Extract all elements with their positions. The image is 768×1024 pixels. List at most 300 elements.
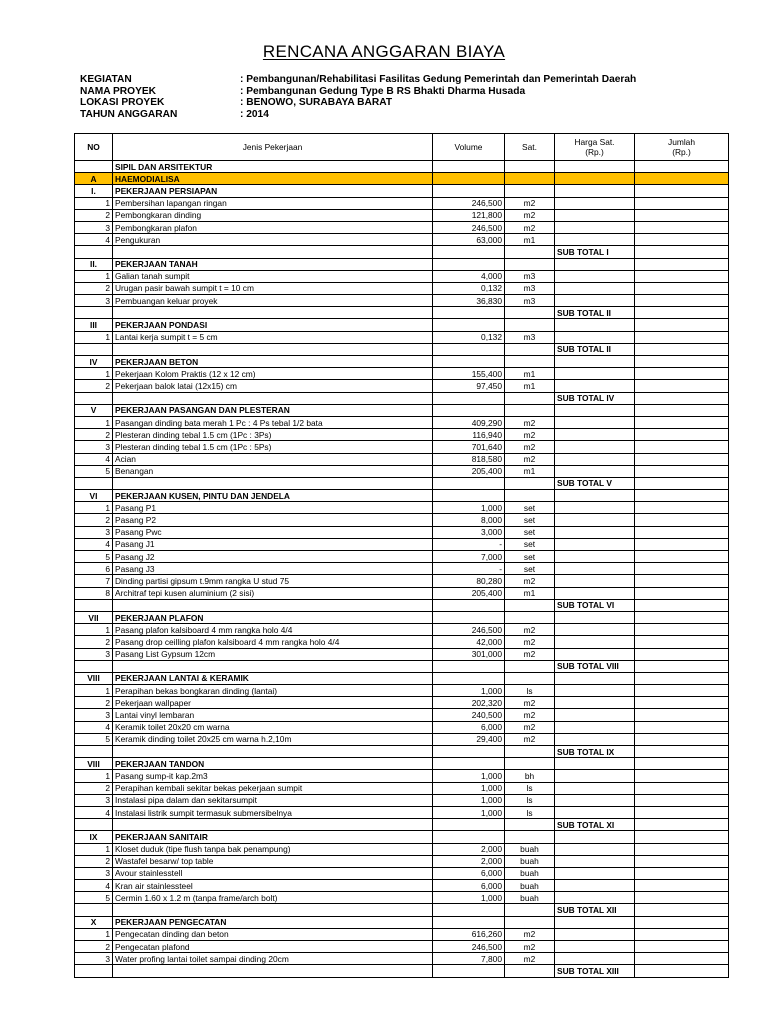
cell-jumlah <box>635 246 729 258</box>
cell-no: 4 <box>75 721 113 733</box>
cell-jumlah <box>635 892 729 904</box>
table-row <box>75 843 729 855</box>
subtotal-row <box>75 477 729 489</box>
cell-sat: m2 <box>505 441 555 453</box>
table-row <box>75 441 729 453</box>
cell-harga <box>555 733 635 745</box>
table-row <box>75 575 729 587</box>
subtotal-label: SUB TOTAL IX <box>555 746 635 758</box>
cell-jumlah <box>635 819 729 831</box>
info-value: : 2014 <box>240 108 269 120</box>
cell-harga <box>555 782 635 794</box>
cell-jumlah <box>635 258 729 270</box>
cell-harga <box>555 709 635 721</box>
cell-no: 3 <box>75 648 113 660</box>
cell-sat <box>505 185 555 197</box>
cell-volume: 2,000 <box>433 843 505 855</box>
cell-sat: m2 <box>505 733 555 745</box>
project-info <box>80 74 636 120</box>
cell-no: 1 <box>75 368 113 380</box>
cell-no: 2 <box>75 209 113 221</box>
cell-harga <box>555 331 635 343</box>
cell-jenis: PEKERJAAN PLAFON <box>113 611 433 623</box>
subtotal-label: SUB TOTAL XII <box>555 904 635 916</box>
cell-harga <box>555 770 635 782</box>
cell-harga <box>555 380 635 392</box>
cell-harga <box>555 197 635 209</box>
cell-harga <box>555 416 635 428</box>
cell-jenis: Lantai kerja sumpit t = 5 cm <box>113 331 433 343</box>
page-title: RENCANA ANGGARAN BIAYA <box>262 42 506 61</box>
budget-table <box>74 133 729 978</box>
cell-sat <box>505 343 555 355</box>
cell-volume <box>433 916 505 928</box>
info-label: KEGIATAN <box>80 74 132 85</box>
cell-jumlah <box>635 746 729 758</box>
cell-volume <box>433 185 505 197</box>
cell-no <box>75 307 113 319</box>
cell-harga <box>555 758 635 770</box>
cell-harga <box>555 234 635 246</box>
cell-jumlah <box>635 404 729 416</box>
section-row <box>75 611 729 623</box>
cell-jenis: Perapihan bekas bongkaran dinding (lantai) <box>113 685 433 697</box>
cell-volume <box>433 672 505 684</box>
cell-jumlah <box>635 941 729 953</box>
section-row <box>75 672 729 684</box>
cell-no: 5 <box>75 892 113 904</box>
cell-no: 6 <box>75 563 113 575</box>
cell-jumlah <box>635 563 729 575</box>
cell-volume: 205,400 <box>433 465 505 477</box>
cell-jumlah <box>635 831 729 843</box>
cell-sat: m2 <box>505 429 555 441</box>
table-row <box>75 587 729 599</box>
table-row <box>75 221 729 233</box>
cell-harga <box>555 916 635 928</box>
cell-volume <box>433 490 505 502</box>
cell-volume <box>433 758 505 770</box>
cell-no: 2 <box>75 855 113 867</box>
cell-harga <box>555 356 635 368</box>
cell-jenis: Pembongkaran plafon <box>113 221 433 233</box>
cell-no <box>75 599 113 611</box>
cell-harga <box>555 258 635 270</box>
cell-jenis: Cermin 1.60 x 1.2 m (tanpa frame/arch bolt) <box>113 892 433 904</box>
cell-jenis: Pasang J2 <box>113 551 433 563</box>
cell-sat: m3 <box>505 295 555 307</box>
cell-volume <box>433 356 505 368</box>
cell-harga <box>555 672 635 684</box>
cell-no <box>75 477 113 489</box>
cell-harga <box>555 404 635 416</box>
info-label: LOKASI PROYEK <box>80 97 165 109</box>
cell-volume: 818,580 <box>433 453 505 465</box>
cell-no: 3 <box>75 867 113 879</box>
cell-jenis: Plesteran dinding tebal 1.5 cm (1Pc : 3Ps) <box>113 429 433 441</box>
cell-jenis: Pasang Pwc <box>113 526 433 538</box>
cell-jenis: Acian <box>113 453 433 465</box>
table-row <box>75 209 729 221</box>
cell-volume: 0,132 <box>433 331 505 343</box>
cell-no <box>75 965 113 977</box>
cell-jenis: Galian tanah sumpit <box>113 270 433 282</box>
cell-jumlah <box>635 331 729 343</box>
cell-no <box>75 246 113 258</box>
cell-jenis: Kran air stainlessteel <box>113 880 433 892</box>
cell-jumlah <box>635 770 729 782</box>
cell-sat <box>505 173 555 185</box>
cell-jenis: Wastafel besarw/ top table <box>113 855 433 867</box>
cell-harga <box>555 575 635 587</box>
cell-jumlah <box>635 368 729 380</box>
cell-jenis: Pasang P1 <box>113 502 433 514</box>
cell-sat: m2 <box>505 624 555 636</box>
cell-jenis <box>113 746 433 758</box>
subtotal-row <box>75 660 729 672</box>
cell-sat: set <box>505 551 555 563</box>
cell-volume: 409,290 <box>433 416 505 428</box>
cell-no: 1 <box>75 270 113 282</box>
cell-jumlah <box>635 599 729 611</box>
subtotal-label: SUB TOTAL XIII <box>555 965 635 977</box>
cell-volume <box>433 660 505 672</box>
cell-sat: m1 <box>505 368 555 380</box>
cell-volume: 246,500 <box>433 197 505 209</box>
table-row <box>75 563 729 575</box>
cell-jumlah <box>635 477 729 489</box>
cell-no: 3 <box>75 221 113 233</box>
table-row <box>75 416 729 428</box>
cell-volume: 6,000 <box>433 867 505 879</box>
cell-jenis: Pengecatan dinding dan beton <box>113 928 433 940</box>
cell-sat <box>505 660 555 672</box>
subtotal-label: SUB TOTAL II <box>555 343 635 355</box>
header-jumlah <box>635 134 729 161</box>
cell-volume: 8,000 <box>433 514 505 526</box>
cell-jenis <box>113 904 433 916</box>
cell-no: 1 <box>75 416 113 428</box>
cell-sat: m2 <box>505 928 555 940</box>
cell-jenis: Pekerjaan Kolom Praktis (12 x 12 cm) <box>113 368 433 380</box>
table-row <box>75 234 729 246</box>
cell-volume: 1,000 <box>433 685 505 697</box>
subtotal-row <box>75 965 729 977</box>
subtotal-row <box>75 392 729 404</box>
cell-volume: 6,000 <box>433 880 505 892</box>
cell-sat <box>505 246 555 258</box>
table-row <box>75 368 729 380</box>
cell-harga <box>555 270 635 282</box>
cell-harga <box>555 465 635 477</box>
cell-no: II. <box>75 258 113 270</box>
cell-jenis <box>113 343 433 355</box>
table-row <box>75 867 729 879</box>
table-row <box>75 806 729 818</box>
cell-sat: m2 <box>505 453 555 465</box>
cell-no: 2 <box>75 782 113 794</box>
cell-jenis <box>113 599 433 611</box>
cell-harga <box>555 880 635 892</box>
cell-jenis: PEKERJAAN PONDASI <box>113 319 433 331</box>
cell-jumlah <box>635 526 729 538</box>
cell-sat <box>505 758 555 770</box>
subtotal-label: SUB TOTAL IV <box>555 392 635 404</box>
section-row <box>75 258 729 270</box>
cell-jenis: Pembuangan keluar proyek <box>113 295 433 307</box>
cell-harga <box>555 843 635 855</box>
cell-volume <box>433 343 505 355</box>
cell-sat <box>505 831 555 843</box>
cell-jenis: Pembongkaran dinding <box>113 209 433 221</box>
header-jumlah-line2: (Rp.) <box>672 147 691 157</box>
cell-no: IX <box>75 831 113 843</box>
cell-harga <box>555 624 635 636</box>
section-row <box>75 916 729 928</box>
cell-volume <box>433 611 505 623</box>
cell-jumlah <box>635 843 729 855</box>
table-row <box>75 648 729 660</box>
cell-harga <box>555 441 635 453</box>
cell-jumlah <box>635 587 729 599</box>
header-jumlah-line1: Jumlah <box>668 137 695 147</box>
cell-no: 2 <box>75 429 113 441</box>
cell-jumlah <box>635 209 729 221</box>
cell-no: VIII <box>75 672 113 684</box>
cell-sat <box>505 599 555 611</box>
cell-no: 1 <box>75 770 113 782</box>
cell-jumlah <box>635 721 729 733</box>
cell-no: 4 <box>75 234 113 246</box>
cell-sat: m2 <box>505 636 555 648</box>
cell-jenis: PEKERJAAN PENGECATAN <box>113 916 433 928</box>
cell-harga <box>555 941 635 953</box>
cell-no: 3 <box>75 526 113 538</box>
cell-volume: 1,000 <box>433 782 505 794</box>
cell-sat: m3 <box>505 331 555 343</box>
cell-jenis: Keramik toilet 20x20 cm warna <box>113 721 433 733</box>
table-row <box>75 880 729 892</box>
cell-volume: 240,500 <box>433 709 505 721</box>
cell-volume <box>433 319 505 331</box>
info-label: NAMA PROYEK <box>80 85 157 97</box>
cell-sat: m2 <box>505 941 555 953</box>
cell-volume: 0,132 <box>433 282 505 294</box>
cell-jumlah <box>635 465 729 477</box>
cell-jenis: Pasang P2 <box>113 514 433 526</box>
cell-no: 3 <box>75 953 113 965</box>
cell-volume <box>433 173 505 185</box>
cell-jumlah <box>635 904 729 916</box>
cell-volume: 701,640 <box>433 441 505 453</box>
cell-harga <box>555 563 635 575</box>
info-label: TAHUN ANGGARAN <box>80 108 178 120</box>
cell-harga <box>555 697 635 709</box>
cell-volume: 36,830 <box>433 295 505 307</box>
cell-volume <box>433 477 505 489</box>
cell-volume <box>433 904 505 916</box>
cell-harga <box>555 611 635 623</box>
subtotal-label: SUB TOTAL XI <box>555 819 635 831</box>
cell-volume: 7,800 <box>433 953 505 965</box>
cell-harga <box>555 514 635 526</box>
cell-no: 1 <box>75 502 113 514</box>
cell-sat <box>505 356 555 368</box>
cell-jenis: Plesteran dinding tebal 1.5 cm (1Pc : 5Ps) <box>113 441 433 453</box>
cell-volume: 202,320 <box>433 697 505 709</box>
cell-volume <box>433 307 505 319</box>
cell-sat <box>505 904 555 916</box>
cell-jenis <box>113 246 433 258</box>
cell-volume: 246,500 <box>433 221 505 233</box>
cell-sat: buah <box>505 843 555 855</box>
table-row <box>75 514 729 526</box>
cell-no: 2 <box>75 636 113 648</box>
table-row <box>75 551 729 563</box>
cell-jumlah <box>635 234 729 246</box>
cell-volume: 97,450 <box>433 380 505 392</box>
cell-volume <box>433 392 505 404</box>
cell-sat <box>505 611 555 623</box>
cell-sat: set <box>505 502 555 514</box>
cell-jumlah <box>635 806 729 818</box>
cell-volume: 1,000 <box>433 770 505 782</box>
cell-volume: 3,000 <box>433 526 505 538</box>
cell-no: 2 <box>75 514 113 526</box>
cell-sat <box>505 672 555 684</box>
cell-sat: ls <box>505 794 555 806</box>
subtotal-row <box>75 599 729 611</box>
cell-jenis <box>113 307 433 319</box>
cell-no: 2 <box>75 941 113 953</box>
cell-jenis: Benangan <box>113 465 433 477</box>
cell-jumlah <box>635 648 729 660</box>
table-row <box>75 282 729 294</box>
cell-sat: ls <box>505 782 555 794</box>
cell-volume: 301,000 <box>433 648 505 660</box>
cell-jenis <box>113 819 433 831</box>
cell-jenis: PEKERJAAN LANTAI & KERAMIK <box>113 672 433 684</box>
cell-harga <box>555 648 635 660</box>
info-row-tahun <box>80 109 636 121</box>
cell-harga <box>555 538 635 550</box>
cell-sat: m2 <box>505 709 555 721</box>
cell-sat: m2 <box>505 721 555 733</box>
cell-sat <box>505 490 555 502</box>
cell-no: III <box>75 319 113 331</box>
cell-volume <box>433 599 505 611</box>
cell-jumlah <box>635 953 729 965</box>
cell-jumlah <box>635 380 729 392</box>
cell-jenis: Pasangan dinding bata merah 1 Pc : 4 Ps tebal 1/2 bata <box>113 416 433 428</box>
cell-jenis: Avour stainlesstell <box>113 867 433 879</box>
cell-volume: 63,000 <box>433 234 505 246</box>
table-row <box>75 697 729 709</box>
cell-jenis: Pasang sump-it kap.2m3 <box>113 770 433 782</box>
cell-harga <box>555 161 635 173</box>
cell-sat: buah <box>505 892 555 904</box>
header-harga-line2: (Rp.) <box>585 147 604 157</box>
subtotal-label: SUB TOTAL I <box>555 246 635 258</box>
cell-jumlah <box>635 928 729 940</box>
cell-volume: 116,940 <box>433 429 505 441</box>
cell-sat: m2 <box>505 575 555 587</box>
cell-no: 4 <box>75 806 113 818</box>
cell-jumlah <box>635 685 729 697</box>
cell-volume: - <box>433 538 505 550</box>
cell-volume <box>433 746 505 758</box>
cell-sat: buah <box>505 855 555 867</box>
cell-jenis: PEKERJAAN PERSIAPAN <box>113 185 433 197</box>
table-row <box>75 295 729 307</box>
cell-sat: m3 <box>505 282 555 294</box>
subtotal-row <box>75 246 729 258</box>
cell-jenis: Pembersihan lapangan ringan <box>113 197 433 209</box>
cell-sat <box>505 392 555 404</box>
table-row <box>75 270 729 282</box>
cell-jenis: PEKERJAAN SANITAIR <box>113 831 433 843</box>
cell-volume <box>433 831 505 843</box>
cell-sat: m2 <box>505 697 555 709</box>
table-row <box>75 770 729 782</box>
cell-no: VIII <box>75 758 113 770</box>
cell-jenis: Pengecatan plafond <box>113 941 433 953</box>
cell-jenis: Pekerjaan wallpaper <box>113 697 433 709</box>
header-jenis: Jenis Pekerjaan <box>113 134 433 161</box>
table-row <box>75 502 729 514</box>
subtotal-label: SUB TOTAL VIII <box>555 660 635 672</box>
cell-jumlah <box>635 660 729 672</box>
cell-no: VI <box>75 490 113 502</box>
cell-sat <box>505 819 555 831</box>
cell-sat: set <box>505 526 555 538</box>
table-row <box>75 855 729 867</box>
cell-harga <box>555 892 635 904</box>
table-row <box>75 429 729 441</box>
cell-no: VII <box>75 611 113 623</box>
cell-jumlah <box>635 855 729 867</box>
info-row-kegiatan <box>80 74 636 86</box>
cell-sat: set <box>505 538 555 550</box>
header-harga <box>555 134 635 161</box>
section-row <box>75 831 729 843</box>
cell-harga <box>555 721 635 733</box>
table-row <box>75 892 729 904</box>
cell-jenis <box>113 965 433 977</box>
cell-jenis: Water profing lantai toilet sampai dinding 20cm <box>113 953 433 965</box>
cell-no: 2 <box>75 380 113 392</box>
cell-jumlah <box>635 161 729 173</box>
cell-jumlah <box>635 490 729 502</box>
cell-sat: m1 <box>505 380 555 392</box>
cell-jenis: PEKERJAAN TANDON <box>113 758 433 770</box>
cell-harga <box>555 209 635 221</box>
cell-jumlah <box>635 185 729 197</box>
cell-no: 3 <box>75 295 113 307</box>
table-row <box>75 197 729 209</box>
cell-jenis: Urugan pasir bawah sumpit t = 10 cm <box>113 282 433 294</box>
cell-no <box>75 161 113 173</box>
cell-sat <box>505 916 555 928</box>
table-row <box>75 709 729 721</box>
info-row-lokasi <box>80 97 636 109</box>
cell-jumlah <box>635 880 729 892</box>
cell-jenis: PEKERJAAN PASANGAN DAN PLESTERAN <box>113 404 433 416</box>
cell-volume <box>433 819 505 831</box>
cell-no: V <box>75 404 113 416</box>
cell-harga <box>555 295 635 307</box>
cell-jumlah <box>635 965 729 977</box>
